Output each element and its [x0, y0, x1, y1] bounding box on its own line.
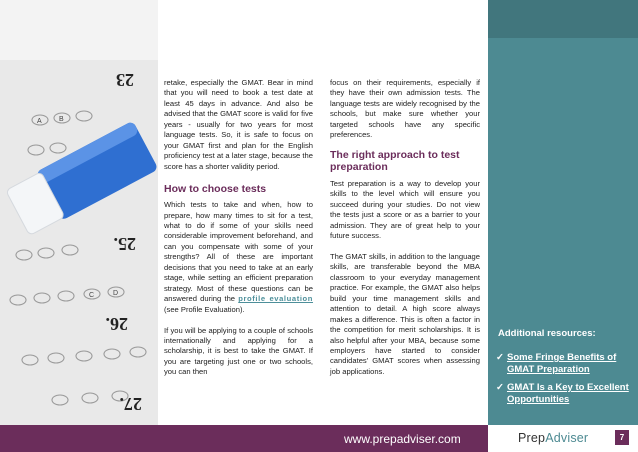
- footer-bar: [0, 425, 638, 452]
- checkmark-icon: ✓: [496, 352, 504, 363]
- paragraph-text: Which tests to take and when, how to prepare, how many times to sit for a test, what to do if some of your skills need considerable improvement beforehand, and can you compensate with some of your strengths? All of these are important decisions that you need to take at an early stage, while setting an efficient preparation strategy. Most of these questions can be answered during the: [164, 200, 313, 304]
- footer-logo-area: [488, 425, 638, 452]
- text-column-1: [164, 78, 313, 388]
- page-number: 7: [615, 430, 629, 445]
- profile-evaluation-link[interactable]: profile evaluation: [238, 294, 314, 304]
- resource-link-key-to-opportunities[interactable]: [496, 382, 631, 405]
- score-mark: 27.: [119, 394, 142, 414]
- score-mark: 23: [116, 70, 134, 90]
- option-letter: B: [59, 116, 64, 123]
- section-heading: The right approach to test preparation: [330, 148, 460, 174]
- logo-prep: Prep: [518, 431, 546, 445]
- paragraph-text: (see Profile Evaluation).: [164, 304, 245, 314]
- option-letter: D: [113, 290, 119, 297]
- paragraph: [164, 200, 313, 315]
- paragraph: focus on their requirements, especially if they have their own admission tests. The language tests are widely recognised by the schools, but make sure whether your targeted schools have any specific preferences.: [330, 78, 480, 140]
- paragraph: retake, especially the GMAT. Bear in mind that you will need to book a test date at least 45 days in advance. And also be advised that the GMAT score is valid for five years - usually for two years for most language tests. So, it is safe to focus on your GMAT first and plan for the English proficiency test at a later stage, because the score has a shorter validity period.: [164, 78, 313, 171]
- paragraph: If you will be applying to a couple of schools internationally and applying for a scholarship, it is best to take the GMAT. If you are targeting just one or two schools, you can then: [164, 325, 313, 377]
- website-url[interactable]: www.prepadviser.com: [344, 432, 461, 446]
- resource-link-label: Some Fringe Benefits of GMAT Preparation: [507, 352, 617, 375]
- score-mark: 25.: [113, 234, 136, 254]
- text-column-2: [330, 78, 480, 388]
- score-mark: 26.: [105, 314, 128, 334]
- resource-link-fringe-benefits[interactable]: [496, 352, 631, 375]
- paragraph: Test preparation is a way to develop your skills to the level which will ensure you succeed during your studies. Do not view the tests just a score or as a barrier to your admission. They are of great help to your future success.: [330, 178, 480, 240]
- section-heading: How to choose tests: [164, 182, 267, 195]
- resource-link-label: GMAT Is a Key to Excellent Opportunities: [507, 382, 629, 405]
- answer-sheet-photo: [0, 0, 158, 425]
- checkmark-icon: ✓: [496, 382, 504, 393]
- logo-adviser: Adviser: [545, 431, 589, 445]
- paragraph: The GMAT skills, in addition to the language skills, are transferable beyond the MBA classroom to your everyday management practice. For example, the GMAT also helps build your time management skills and attention to detail. A high score always makes a difference. This is often a factor in the competition for merit scholarships. It is also helpful after your MBA, because some employers have started to consider candidates’ GMAT scores when assessing job applications.: [330, 251, 480, 376]
- sidebar-header-band: [488, 0, 638, 38]
- option-letter: A: [37, 118, 42, 125]
- prepadviser-logo: [518, 431, 588, 445]
- sidebar-title: Additional resources:: [498, 328, 596, 339]
- option-letter: C: [89, 292, 95, 299]
- sidebar: [488, 0, 638, 425]
